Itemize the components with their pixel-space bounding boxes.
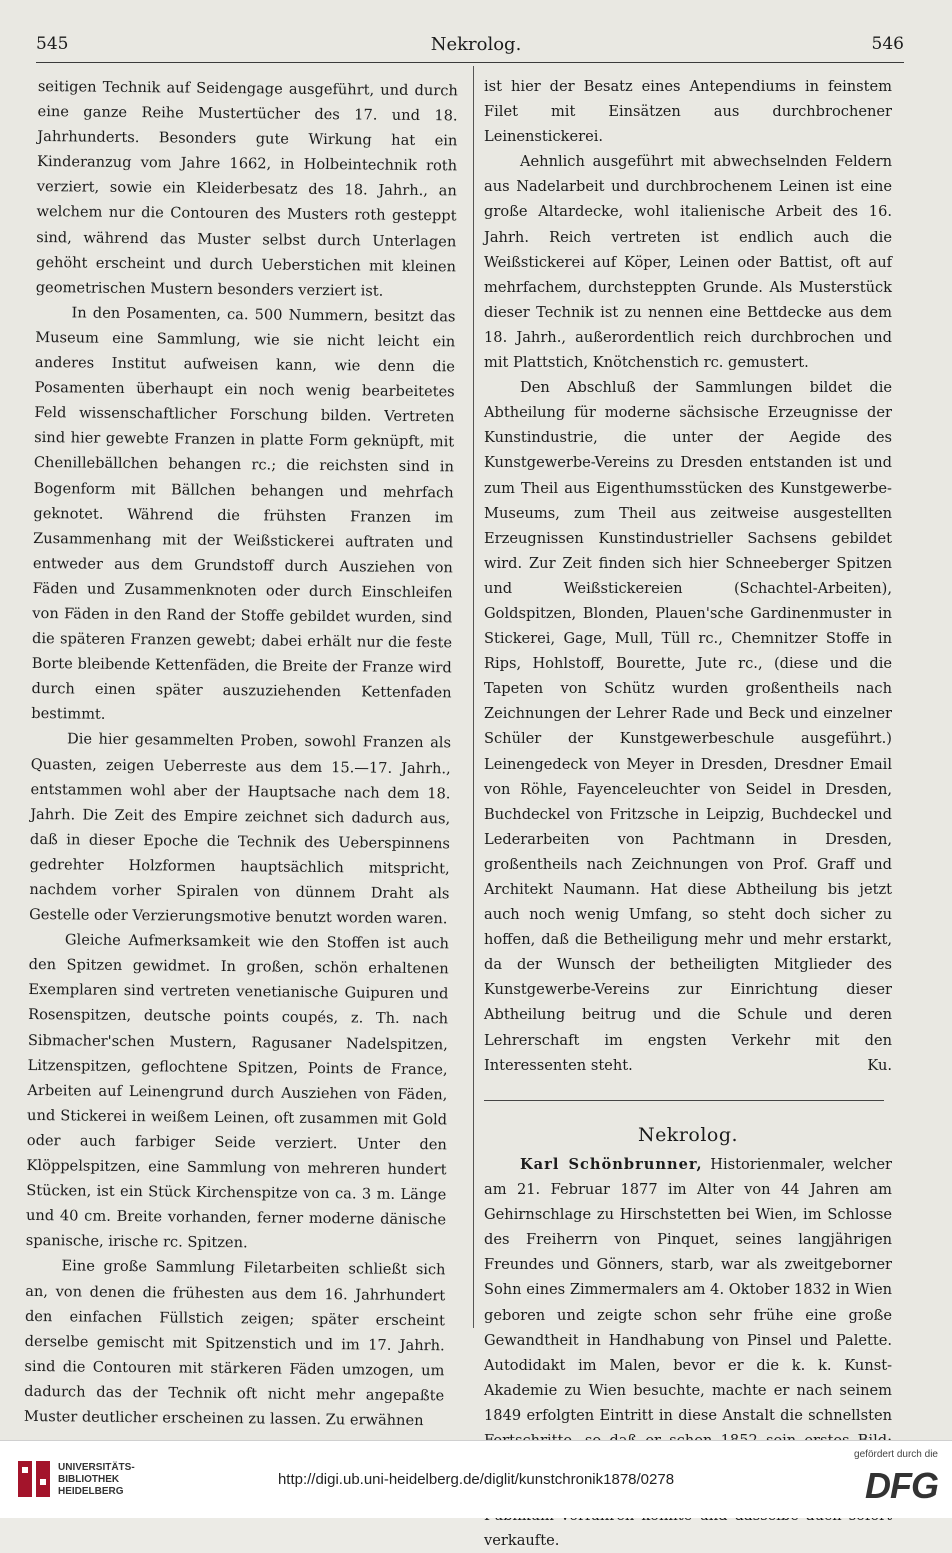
paragraph: Gleiche Aufmerksamkeit wie den Stoffen ist auch den Spitzen gewidmet. In großen, schön erhaltenen Exemplaren sind vertreten venetianische Guipuren und Rosenspitzen, deutsche points coupés, z. Th. nach Sibmacher'schen Mustern, Ragusaner Nadelspitzen, Litzenspitzen, geflochtene Spitzen, Points de France, Arbeiten auf Leinengrund durch Ausziehen von Fäden, und Stickerei in weißem Leinen, oft zusammen mit Gold oder auch farbiger Seide verziert. Unter den Klöppelspitzen, eine Sammlung von mehreren hundert Stücken, ist ein Stück Kirchenspitze von ca. 3 m. Länge und 40 cm. Breite vorhanden, ferner moderne dänische spanische, irische rc. Spitzen.	[25, 931, 450, 1252]
paragraph: Den Abschluß der Sammlungen bildet die Abtheilung für moderne sächsische Erzeugnisse der Kunstindustrie, die unter der Aegide des Kunstgewerbe-Vereins zu Dresden entstanden ist und zum Theil aus Eigenthumsstücken des Kunstgewerbe-Museums, zum Theil aus zeitweise ausgestellten Erzeugnissen Kunstindustrieller Sachsens gebildet wird. Zur Zeit finden sich hier Schneeberger Spitzen und Weißstickereien (Schachtel-Arbeiten), Goldspitzen, Blonden, Plauen'sche Gardinenmuster in Stickerei, Gage, Mull, Tüll rc., Chemnitzer Stoffe in Rips, Hohlstoff, Bourette, Jute rc., (diese und die Tapeten von Schütz wurden großentheils nach Zeichnungen der Lehrer Rade und Beck und einzelner Schüler der Kunstgewerbeschule ausgeführt.) Leinengedeck von Meyer in Dresden, Dresdner Email von Röhle, Fayenceleuchter von Seidel in Dresden, Buchdeckel von Fritzsche in Leipzig, Buchdeckel und Lederarbeiten von Pachtmann in Dresden, großentheils nach Zeichnungen von Prof. Graff und Architekt Naumann. Hat diese Abtheilung bis jetzt auch noch wenig Umfang, so steht doch sicher zu hoffen, daß die Betheiligung mehr und mehr erstarkt, da der Wunsch der betheiligten Mitglieder des Kunstgewerbe-Vereins zur Einrichtung dieser Abtheilung beitrug und die Schule und deren Lehrerschaft im engsten Verkehr mit den Interessenten steht.	[484, 379, 892, 1074]
right-column	[484, 74, 892, 1553]
left-column	[24, 74, 458, 1433]
library-name: UNIVERSITÄTS- BIBLIOTHEK HEIDELBERG	[58, 1462, 135, 1497]
section-title: Nekrolog.	[637, 1123, 739, 1146]
obituary-name: Karl Schönbrunner,	[520, 1155, 703, 1173]
column-divider	[473, 66, 474, 1328]
source-url-link[interactable]: http://digi.ub.uni-heidelberg.de/diglit/kunstchronik1878/0278	[277, 1471, 675, 1488]
paragraph: Aehnlich ausgeführt mit abwechselnden Feldern aus Nadelarbeit und durchbrochenem Leinen ist eine große Altardecke, wohl italienische Arbeit des 16. Jahrh. Reich vertreten ist endlich auch die Weißstickerei auf Köper, Leinen oder Battist, oft auf mehrfachem, durchsteppten Grunde. Als Musterstück dieser Technik ist zu nennen eine Bettdecke aus dem 18. Jahrh., außerordentlich reich durchbrochen und mit Plattstich, Knötchenstich rc. gemustert.	[484, 153, 892, 372]
dfg-logo: DFG	[865, 1465, 938, 1506]
page-number-right: 546	[871, 34, 904, 54]
section-rule	[484, 1100, 884, 1101]
paragraph: ist hier der Besatz eines Antependiums in feinstem Filet mit Einsätzen aus durchbrochener Leinenstickerei.	[484, 78, 892, 146]
funding-caption: gefördert durch die	[854, 1449, 938, 1460]
paragraph: Eine große Sammlung Filetarbeiten schließt sich an, von denen die frühesten aus dem 16. Jahrhundert den einfachen Füllstich zeigen; später erscheint derselbe gemischt mit Spitzenstich und im 17. Jahrh. sind die Contouren mit stärkeren Fäden umzogen, um dadurch das der Technik oft nicht mehr angepaßte Muster deutlicher erscheinen zu lassen. Zu erwähnen	[23, 1257, 446, 1430]
paragraph: Die hier gesammelten Proben, sowohl Franzen als Quasten, zeigen Ueberreste aus dem 15.—17. Jahrh., entstammen wohl aber der Hauptsache nach dem 18. Jahrh. Die Zeit des Empire zeichnet sich dadurch aus, daß in dieser Epoche die Technik des Ueberspinnens gedrehter Holzformen hauptsächlich mitspricht, nachdem vorher Spiralen von dünnem Draht als Gestelle oder Verzierungsmotive benutzt worden waren.	[29, 730, 452, 928]
page-number-left: 545	[36, 34, 69, 54]
paragraph: seitigen Technik auf Seidengage ausgeführt, und durch eine ganze Reihe Mustertücher des 17. und 18. Jahrhunderts. Besonders gute Wirkung hat ein Kinderanzug vom Jahre 1662, in Holbeintechnik roth verziert, sowie ein Kleiderbesatz des 18. Jahrh., an welchem nur die Contouren des Musters roth gesteppt sind, während das Muster selbst durch Unterlagen gehöht erscheint und durch Ueberstichen mit kleinen geometrischen Mustern besonders verziert ist.	[35, 77, 458, 300]
header-rule	[36, 62, 904, 63]
obituary-text: Historienmaler, welcher am 21. Februar 1877 im Alter von 44 Jahren am Gehirnschlage zu Hirschstetten bei Wien, im Schlosse des Freiherrn von Pinquet, seines langjährigen Freundes und Gönners, starb, war als zweitgeborner Sohn eines Zimmermalers am 4. Oktober 1832 in Wien geboren und zeigte schon sehr frühe eine große Gewandtheit in Handhabung von Pinsel und Palette. Autodidakt im Malen, bevor er die k. k. Kunst-Akademie zu Wien besuchte, machte er nach seinem 1849 erfolgten Eintritt in diese Anstalt die schnellsten verkaufte.	[484, 1155, 892, 1550]
footer-bar	[0, 1440, 952, 1518]
paragraph: In den Posamenten, ca. 500 Nummern, besitzt das Museum eine Sammlung, wie sie nicht leicht ein anderes Institut aufweisen kann, wie denn die Posamenten überhaupt ein noch wenig bearbeitetes Feld wissenschaftlicher Forschung bilden. Vertreten sind hier gewebte Franzen in platte Form geknüpft, mit Chenillebällchen behangen rc.; die reichsten sind in Bogenform mit Bällchen behangen und mehrfach geknotet. Während die frühsten Franzen im Zusammenhang mit der Weißstickerei auftraten und entweder aus dem Grundstoff durch Ausziehen von Fäden und Zusammenknoten oder durch Einschleifen von Fäden in den Rand der Stoffe gebildet wurden, sind die späteren Franzen gewebt; dabei erhält nur die feste Borte bleibende Kettenfäden, die Breite der Franze wird durch einen später auszuziehenden Kettenfaden bestimmt.	[31, 304, 456, 724]
running-title: Nekrolog.	[430, 34, 522, 55]
author-signature: Ku.	[867, 1056, 892, 1074]
